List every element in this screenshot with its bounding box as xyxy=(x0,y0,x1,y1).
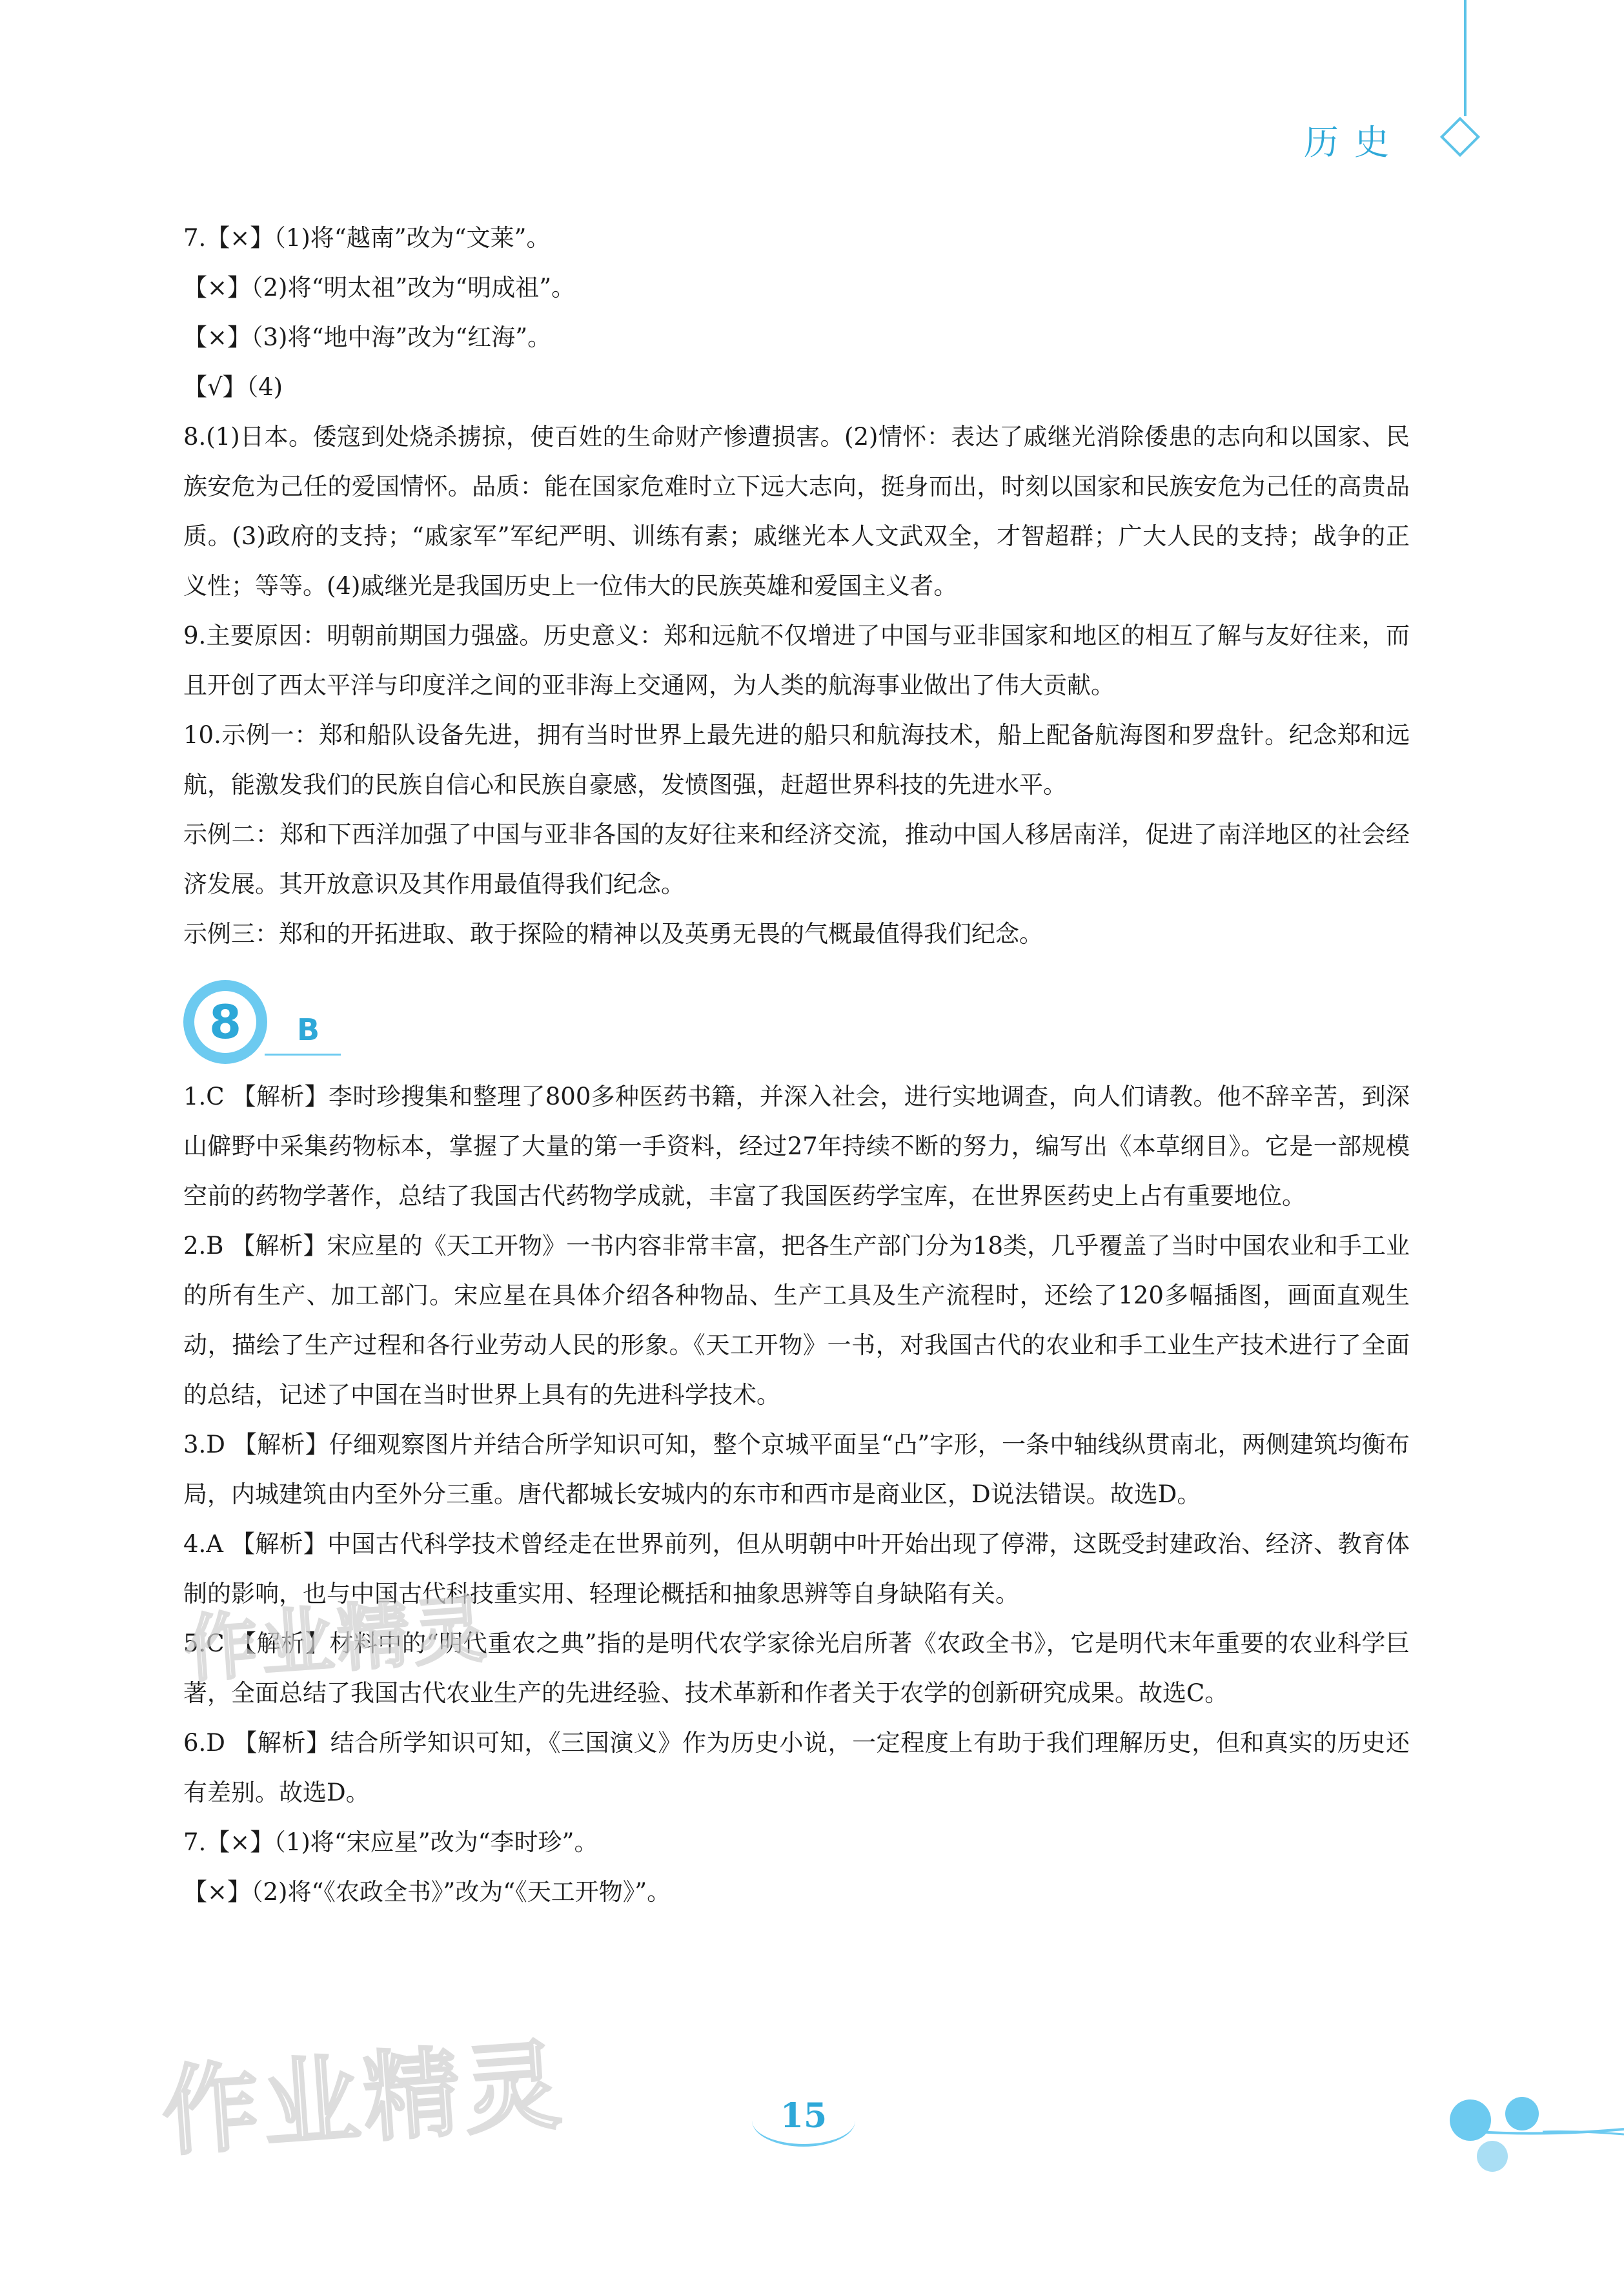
watermark: 作业精灵 xyxy=(158,2029,569,2170)
answer-line: 【×】（3)将“地中海”改为“红海”。 xyxy=(183,323,552,351)
section-number-badge xyxy=(183,980,267,1064)
answer-paragraph: 4.A 【解析】中国古代科学技术曾经走在世界前列，但从明朝中叶开始出现了停滞，这既受封建政治、经济、教育体制的影响，也与中国古代科技重实用、轻理论概括和抽象思辨等自身缺陷有关。 xyxy=(183,1530,1410,1608)
answer-paragraph: 2.B 【解析】宋应星的《天工开物》一书内容非常丰富，把各生产部门分为18类，几乎覆盖了当时中国农业和手工业的所有生产、加工部门。宋应星在具体介绍各种物品、生产工具及生产流程时，还绘了120多幅插图，画面直观生动，描绘了生产过程和各行业劳动人民的形象。《天工开物》一书，对我国古代的农业和手工业生产技术进行了全面的总结，记述了中国在当时世界上具有的先进科学技术。 xyxy=(183,1232,1410,1409)
answer-paragraph: 6.D 【解析】结合所学知识可知，《三国演义》作为历史小说，一定程度上有助于我们理解历史，但和真实的历史还有差别。故选D。 xyxy=(183,1729,1410,1806)
answer-paragraph: 3.D 【解析】仔细观察图片并结合所学知识可知，整个京城平面呈“凸”字形，一条中轴线纵贯南北，两侧建筑均衡布局，内城建筑由内至外分三重。唐代都城长安城内的东市和西市是商业区，D说法错误。故选D。 xyxy=(183,1431,1410,1508)
answer-paragraph: 示例三：郑和的开拓进取、敢于探险的精神以及英勇无畏的气概最值得我们纪念。 xyxy=(183,920,1043,948)
header-diamond-icon xyxy=(1440,117,1480,157)
answer-line: 【√】（4) xyxy=(183,373,283,401)
footer-dots-decor-icon xyxy=(1446,2092,1624,2182)
answer-paragraph: 1.C 【解析】李时珍搜集和整理了800多种医药书籍，并深入社会，进行实地调查，向人们请教。他不辞辛苦，到深山僻野中采集药物标本，掌握了大量的第一手资料，经过27年持续不断的努力，编写出《本草纲目》。它是一部规模空前的药物学著作，总结了我国古代药物学成就，丰富了我国医药学宝库，在世界医药史上占有重要地位。 xyxy=(183,1083,1410,1210)
answer-paragraph: 示例二：郑和下西洋加强了中国与亚非各国的友好往来和经济交流，推动中国人移居南洋，促进了南洋地区的社会经济发展。其开放意识及其作用最值得我们纪念。 xyxy=(183,821,1410,898)
answer-content-bottom xyxy=(183,1072,1410,1917)
section-label: B xyxy=(297,1012,320,1047)
answer-paragraph: 5.C 【解析】材料中的“明代重农之典”指的是明代农学家徐光启所著《农政全书》，它是明代末年重要的农业科学巨著，全面总结了我国古代农业生产的先进经验、技术革新和作者关于农学的创新研究成果。故选C。 xyxy=(183,1629,1410,1707)
page-number: 15 xyxy=(780,2096,827,2136)
answer-line: 【×】（2)将“《农政全书》”改为“《天工开物》”。 xyxy=(183,1878,671,1906)
section-number: 8 xyxy=(208,995,242,1049)
answer-paragraph: 9.主要原因：明朝前期国力强盛。历史意义：郑和远航不仅增进了中国与亚非国家和地区的相互了解与友好往来，而且开创了西太平洋与印度洋之间的亚非海上交通网，为人类的航海事业做出了伟大贡献。 xyxy=(183,622,1410,699)
answer-content-top xyxy=(183,213,1410,959)
section-underline xyxy=(265,1054,341,1056)
watermark: 作业精灵 xyxy=(182,1587,492,1693)
answer-paragraph: 10.示例一：郑和船队设备先进，拥有当时世界上最先进的船只和航海技术，船上配备航海图和罗盘针。纪念郑和远航，能激发我们的民族自信心和民族自豪感，发愤图强，赶超世界科技的先进水平。 xyxy=(183,721,1410,799)
answer-line: 7.【×】（1)将“越南”改为“文莱”。 xyxy=(183,224,551,252)
subject-title: 历史 xyxy=(1304,122,1405,163)
answer-line: 【×】（2)将“明太祖”改为“明成祖”。 xyxy=(183,274,576,301)
header-decor-line xyxy=(1464,0,1467,116)
answer-paragraph: 8.(1)日本。倭寇到处烧杀掳掠，使百姓的生命财产惨遭损害。(2)情怀：表达了戚继光消除倭患的志向和以国家、民族安危为己任的爱国情怀。品质：能在国家危难时立下远大志向，挺身而出，时刻以国家和民族安危为己任的高贵品质。(3)政府的支持；“戚家军”军纪严明、训练有素；戚继光本人文武双全，才智超群；广大人民的支持；战争的正义性；等等。(4)戚继光是我国历史上一位伟大的民族英雄和爱国主义者。 xyxy=(183,423,1410,600)
answer-line: 7.【×】（1)将“宋应星”改为“李时珍”。 xyxy=(183,1828,598,1856)
